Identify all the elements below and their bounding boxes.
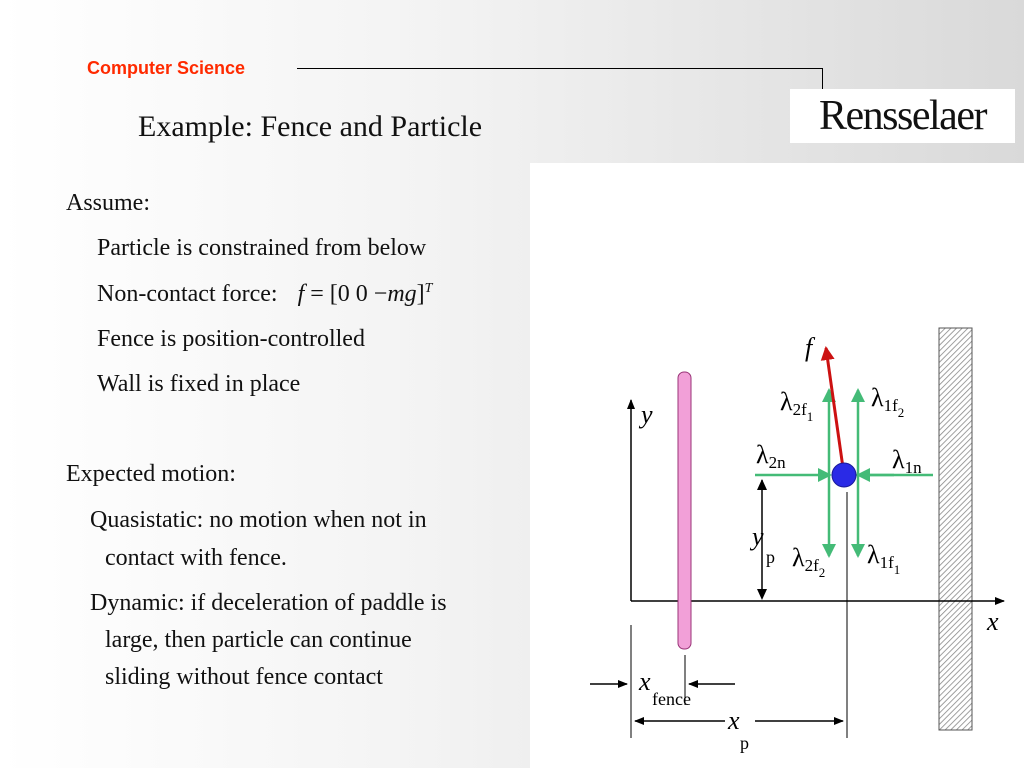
lambda-2f2-label: $\lambda 2f_2$ [792, 543, 826, 580]
yp-arrow-bottom [757, 589, 767, 600]
logo-text: Rensselaer [819, 93, 986, 139]
formula-f: f [297, 281, 305, 307]
assume-heading: Assume: [66, 190, 150, 216]
particle [832, 463, 856, 487]
quasistatic-line-2: contact with fence. [105, 545, 287, 571]
lambda-1f2-label: $\lambda 1f_2$ [871, 383, 905, 420]
assume-item-fence: Fence is position-controlled [97, 326, 365, 352]
xp-label: xp [728, 706, 749, 753]
quasistatic-line-1: Quasistatic: no motion when not in [90, 507, 427, 533]
f-label: f [805, 333, 813, 362]
fence [678, 372, 691, 649]
y-axis-label: y [641, 400, 653, 429]
lambda-2f1-label: $\lambda 2f_1$ [780, 387, 814, 424]
dynamic-line-3: sliding without fence contact [105, 664, 383, 690]
wall [939, 328, 972, 730]
lambda-1n-label: λ1n [892, 445, 922, 477]
formula-vector: = [0 0 − [310, 281, 388, 307]
dynamic-line-2: large, then particle can continue [105, 627, 412, 653]
lambda-2n-label: λ2n [756, 440, 786, 472]
formula-transpose: T [424, 281, 433, 296]
assume-item-force-label: Non-contact force: [97, 281, 278, 307]
department-label: Computer Science [87, 58, 246, 78]
assume-item-wall: Wall is fixed in place [97, 371, 301, 397]
formula-close: ] [416, 281, 425, 307]
slide-title: Example: Fence and Particle [138, 110, 483, 143]
lambda-1f1-label: $\lambda 1f_1$ [867, 540, 901, 577]
yp-label: yp [752, 522, 775, 567]
expected-heading: Expected motion: [66, 461, 236, 487]
dynamic-line-1: Dynamic: if deceleration of paddle is [90, 590, 447, 616]
yp-arrow-top [757, 479, 767, 490]
assume-item-constrained: Particle is constrained from below [97, 235, 427, 261]
xfence-label: xfence [639, 667, 691, 709]
formula-mg: mg [387, 281, 417, 307]
x-axis-label: x [987, 607, 999, 636]
